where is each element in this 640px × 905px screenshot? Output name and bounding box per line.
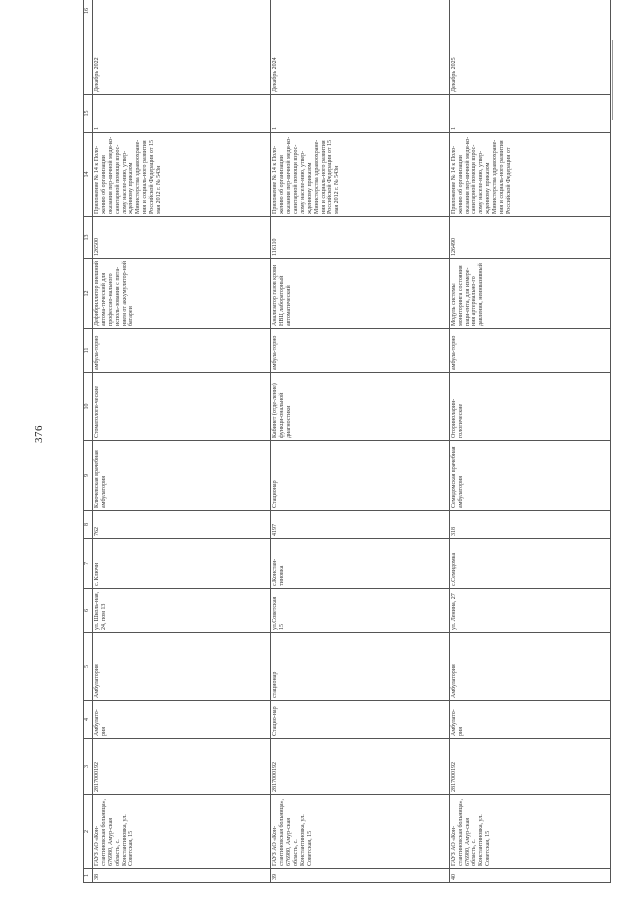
cell-date: Декабрь 2024	[271, 0, 449, 95]
rotated-table	[83, 8, 611, 883]
equipment-table	[83, 0, 611, 883]
cell-code: 116110	[271, 217, 449, 259]
table-row	[449, 0, 610, 883]
column-number: 4	[84, 701, 93, 739]
table-row	[271, 0, 449, 883]
column-number: 9	[84, 441, 93, 511]
cell-row-number: 38	[93, 869, 271, 883]
cell-organization: ГАУЗ АО «Кон-стантиновская больница», 676980, Амур-ская область, с. Константиновка, ул. Советская, 15	[271, 795, 449, 869]
cell-care-condition: амбула-торно	[449, 329, 610, 373]
column-number: 6	[84, 589, 93, 633]
cell-inn: 2817000192	[93, 739, 271, 795]
cell-subdivision: Семидомская врачебная амбулатория	[449, 441, 610, 511]
cell-settlement: с. Ключи	[93, 539, 271, 589]
cell-inn: 2817000192	[271, 739, 449, 795]
cell-address: ул. Школь-ная, 24, пом 13	[93, 589, 271, 633]
column-number: 14	[84, 133, 93, 217]
cell-organization: ГАУЗ АО «Кон-стантиновская больница», 676980, Амур-ская область, с. Константиновка, ул. Советская, 15	[93, 795, 271, 869]
cell-code: 126500	[93, 217, 271, 259]
cell-population: 318	[449, 511, 610, 539]
cell-organization: ГАУЗ АО «Кон-стантиновская больница», 676980, Амур-ская область, с. Константиновка, ул. Советская, 15	[449, 795, 610, 869]
cell-department: Кабинет (отде-ление) функци-ональной диагностики	[271, 373, 449, 441]
table-row	[93, 0, 271, 883]
cell-date: Декабрь 2022	[93, 0, 271, 95]
column-number: 5	[84, 633, 93, 701]
cell-department: Оториноларин-гологические	[449, 373, 610, 441]
cell-standard: Приложение № 14 к Поло-жению об организации оказания пер-вичной меди-ко-санитарной помощи взрос-лому населе-нию, утвер-жденному приказом Министерства здравоохране-ния и социаль-ного развития Российской Федерации от 15 мая 2012 г. № 543н	[93, 133, 271, 217]
cell-care-condition: амбула-торно	[271, 329, 449, 373]
cell-inn: 2817000192	[449, 739, 610, 795]
cell-row-number: 40	[449, 869, 610, 883]
cell-unit: Амбулатория	[93, 633, 271, 701]
column-number: 10	[84, 373, 93, 441]
column-number: 2	[84, 795, 93, 869]
cell-row-number: 39	[271, 869, 449, 883]
cell-quantity: 1	[93, 95, 271, 133]
page-number: 376	[33, 425, 45, 443]
equipment-table-container	[83, 8, 611, 883]
cell-date: Декабрь 2025	[449, 0, 610, 95]
cell-department: Стоматологи-ческие	[93, 373, 271, 441]
cell-unit: Амбулатория	[449, 633, 610, 701]
cell-unit-type: Амбулато-рия	[93, 701, 271, 739]
column-number: 11	[84, 329, 93, 373]
cell-code: 126490	[449, 217, 610, 259]
cell-equipment: Дефибриллятор внешний автома-тический для профессио-нального исполь-зования с пита-нием от аккумулятор-ной батареи	[93, 259, 271, 329]
column-number: 12	[84, 259, 93, 329]
column-number: 3	[84, 739, 93, 795]
column-number: 7	[84, 539, 93, 589]
cell-equipment: Анализатор газов крови НВЦ лабораторный автоматический	[271, 259, 449, 329]
cell-population: 762	[93, 511, 271, 539]
cell-settlement: с.Констан-тиновка	[271, 539, 449, 589]
cell-address: ул. Ленина, 27	[449, 589, 610, 633]
column-number: 15	[84, 95, 93, 133]
column-number: 16	[84, 0, 93, 95]
column-number-row	[84, 0, 93, 883]
cell-population: 4197	[271, 511, 449, 539]
cell-subdivision: Стационар	[271, 441, 449, 511]
cell-standard: Приложение № 14 к Поло-жению об организации оказания пер-вичной меди-ко-санитарной помощи взрос-лому населе-нию, утвер-жденному приказом Министерства здравоохране-ния и социаль-ного развития Российской Федерации от	[449, 133, 610, 217]
cell-quantity: 1	[271, 95, 449, 133]
margin-rule	[612, 40, 613, 120]
cell-address: ул.Советская 15	[271, 589, 449, 633]
cell-care-condition: амбула-торно	[93, 329, 271, 373]
cell-settlement: с.Семидомка	[449, 539, 610, 589]
cell-equipment: Модуль системы мониторинга состояния паци-ента, для измере-ния артериально-го давления, неинвазивный	[449, 259, 610, 329]
cell-unit-type: Стацио-нар	[271, 701, 449, 739]
cell-quantity: 1	[449, 95, 610, 133]
cell-unit-type: Амбулато-рия	[449, 701, 610, 739]
column-number: 13	[84, 217, 93, 259]
cell-unit: стационар	[271, 633, 449, 701]
column-number: 1	[84, 869, 93, 883]
cell-standard: Приложение № 14 к Поло-жению об организации оказания пер-вичной меди-ко-санитарной помощи взрос-лому населе-нию, утвер-жденному приказом Министерства здравоохране-ния и социаль-ного развития Российской Федерации от 15 мая 2012 г. № 543н	[271, 133, 449, 217]
cell-subdivision: Ключевская врачебная амбулатория	[93, 441, 271, 511]
column-number: 8	[84, 511, 93, 539]
